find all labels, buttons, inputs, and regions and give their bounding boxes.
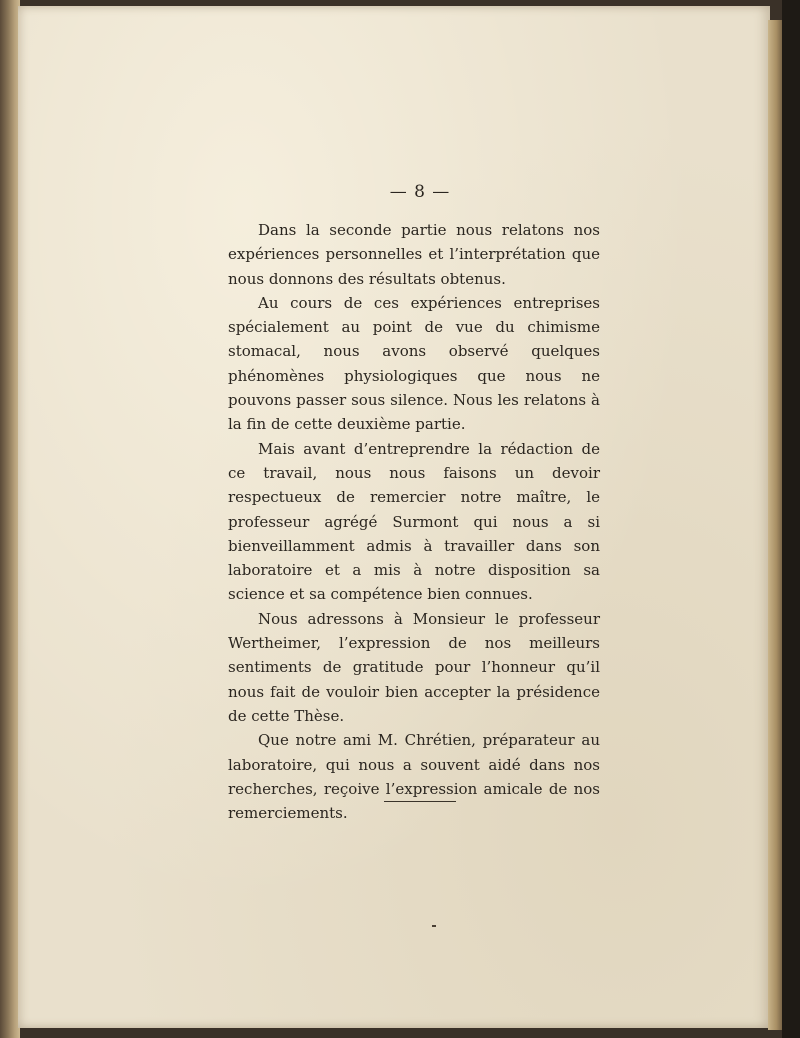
body-text: [228, 218, 600, 825]
paragraph-2: Au cours de ces expériences entreprises spécialement au point de vue du chimisme stomacal, nous avons observé quelques phénomènes physiologiques que nous ne pouvons passer sous silence. Nous les relatons à la fin de cette deuxième partie.: [228, 293, 600, 434]
scan-background: [782, 0, 800, 1038]
paragraph-3: Mais avant d’entreprendre la rédaction de ce travail, nous nous faisons un devoir respectueux de remercier notre maître, le professeur agrégé Surmont qui nous a si bienveillamment admis à travailler dans son laboratoire et a mis à notre disposition sa science et sa compétence bien connues.: [228, 439, 600, 604]
section-divider: [384, 801, 456, 802]
page-number: — 8 —: [389, 182, 451, 202]
paragraph-5: Que notre ami M. Chrétien, préparateur au laboratoire, qui nous a souvent aidé dans nos recherches, reçoive l’expression amicale de nos remerciements.: [228, 731, 600, 823]
paragraph-4: Nous adressons à Monsieur le professeur Wertheimer, l’expression de nos meilleurs sentiments de gratitude pour l’honneur qu’il nous fait de vouloir bien accepter la présidence de cette Thèse.: [228, 609, 600, 725]
paragraph-1: Dans la seconde partie nous relatons nos expériences personnelles et l’interprétation que nous donnons des résultats obtenus.: [228, 221, 600, 288]
book-binding: [0, 0, 20, 1038]
page-edges: [768, 20, 782, 1030]
ink-speck: [432, 925, 436, 927]
